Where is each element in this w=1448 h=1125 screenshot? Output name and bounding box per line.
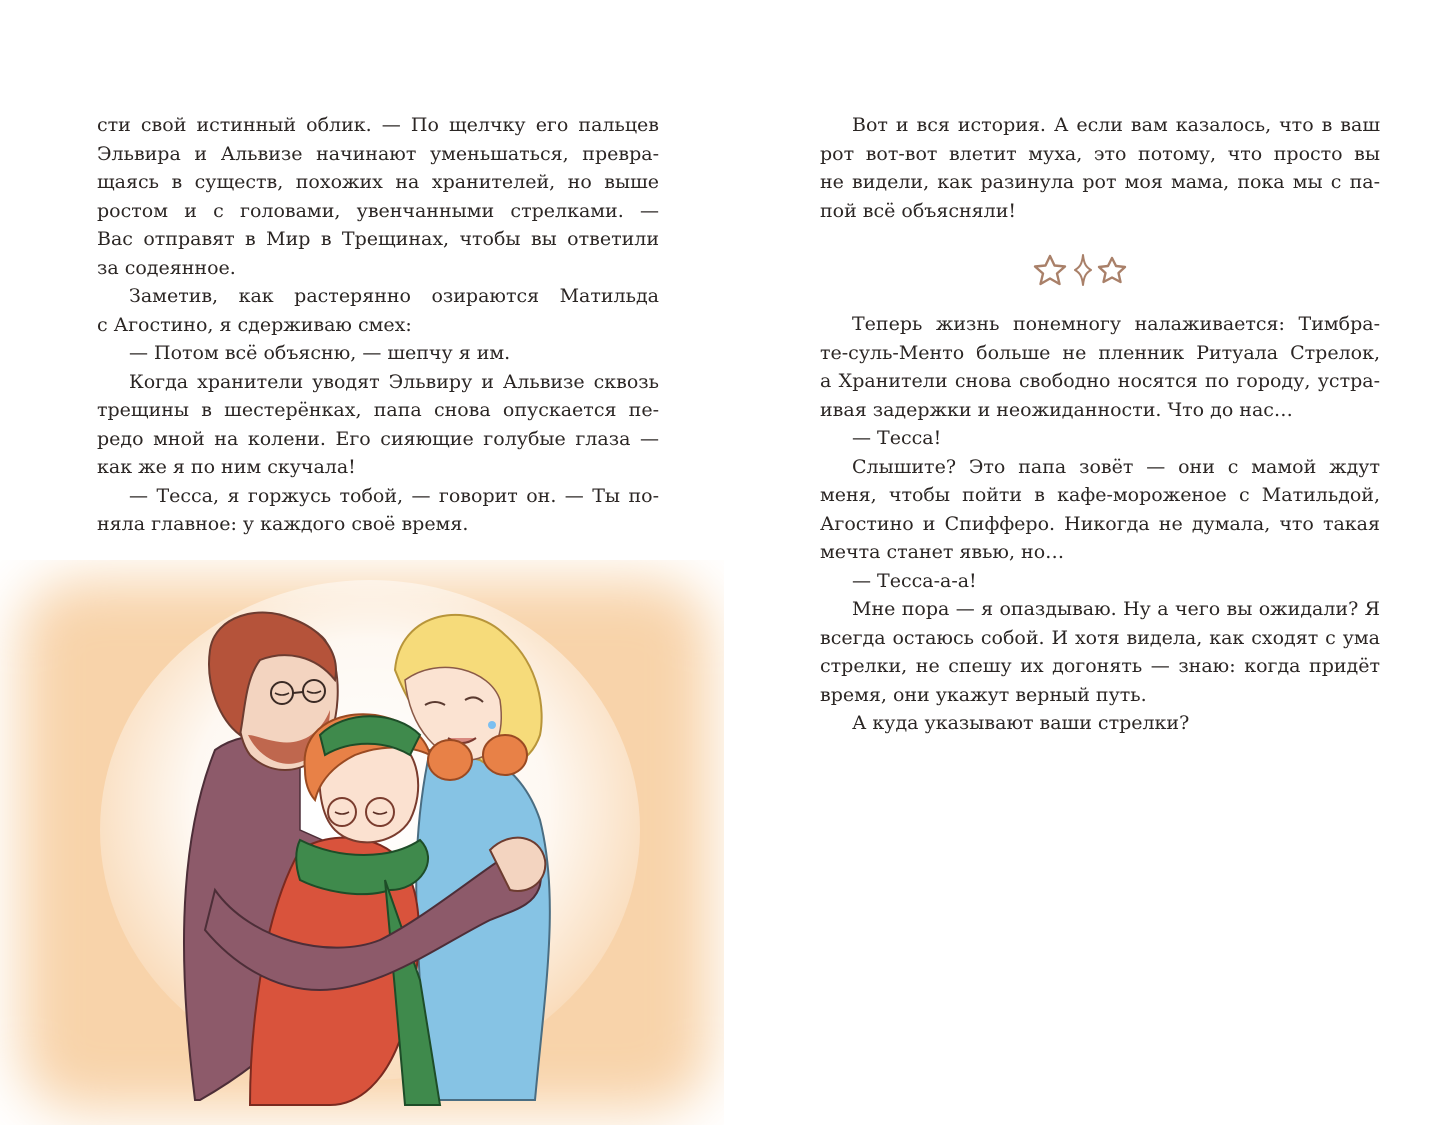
text-line: пой всё объясняли! <box>820 199 1017 222</box>
text-line: время, они укажут верный путь. <box>820 683 1147 706</box>
text-line: ростом и с головами, увенчанными стрелками. — <box>97 199 659 222</box>
text-line: няла главное: у каждого своё время. <box>97 513 469 535</box>
text-line: рот вот-вот влетит муха, это потому, что просто вы <box>820 142 1380 165</box>
text-line: Теперь жизнь понемногу налаживается: Тимбра- <box>852 313 1380 335</box>
text-line: Агостино и Спифферо. Никогда не думала, что такая <box>820 512 1380 535</box>
right-page <box>724 0 1448 1125</box>
text-line: за содеянное. <box>97 256 236 279</box>
text-line: как же я по ним скучала! <box>97 456 356 478</box>
text-line: редо мной на колени. Его сияющие голубые глаза — <box>97 427 659 450</box>
right-page-text-bottom <box>820 310 1380 738</box>
text-line: стрелки, не спешу их догонять — знаю: когда придёт <box>820 655 1380 677</box>
text-line: Мне пора — я опаздываю. Ну а чего вы ожидали? Я <box>852 598 1380 620</box>
text-line: Слышите? Это папа зовёт — они с мамой ждут <box>852 455 1380 478</box>
text-line: трещины в шестерёнках, папа снова опускается пе- <box>97 399 659 421</box>
family-hug-illustration <box>0 560 724 1125</box>
star-ornament <box>1032 252 1132 288</box>
text-line: Вот и вся история. А если вам казалось, что в ваш <box>852 114 1380 136</box>
text-line: щаясь в существ, похожих на хранителей, но выше <box>97 171 659 193</box>
text-line: меня, чтобы пойти в кафе-мороженое с Матильдой, <box>820 484 1380 506</box>
text-line: мечта станет явью, но… <box>820 541 1065 563</box>
star-icon <box>1099 258 1125 282</box>
text-line: сти свой истинный облик. — По щелчку его пальцев <box>97 114 659 136</box>
text-line: А куда указывают ваши стрелки? <box>852 712 1190 734</box>
text-line: — Тесса, я горжусь тобой, — говорит он. — Ты по- <box>129 484 659 507</box>
text-line: Вас отправят в Мир в Трещинах, чтобы вы ответили <box>97 228 659 250</box>
star-icon <box>1035 256 1065 284</box>
right-page-text-top <box>820 111 1380 225</box>
left-page-text <box>97 111 659 539</box>
text-line: — Потом всё объясню, — шепчу я им. <box>129 342 511 364</box>
text-line: Заметив, как растерянно озираются Матильда <box>129 285 659 307</box>
text-line: Эльвира и Альвизе начинают уменьшаться, превра- <box>97 142 659 165</box>
text-line: те-суль-Менто больше не пленник Ритуала Стрелок, <box>820 341 1380 364</box>
text-line: — Тесса-а-а! <box>852 569 977 592</box>
text-line: а Хранители снова свободно носятся по городу, устра- <box>820 370 1380 392</box>
sparkle-icon <box>1075 255 1091 285</box>
text-line: не видели, как разинула рот моя мама, пока мы с па- <box>820 171 1380 193</box>
text-line: Когда хранители уводят Эльвиру и Альвизе сквозь <box>129 370 659 393</box>
text-line: с Агостино, я сдерживаю смех: <box>97 313 412 336</box>
text-line: всегда остаюсь собой. И хотя видела, как сходят с ума <box>820 626 1380 649</box>
text-line: ивая задержки и неожиданности. Что до нас… <box>820 398 1293 421</box>
text-line: — Тесса! <box>852 427 942 449</box>
